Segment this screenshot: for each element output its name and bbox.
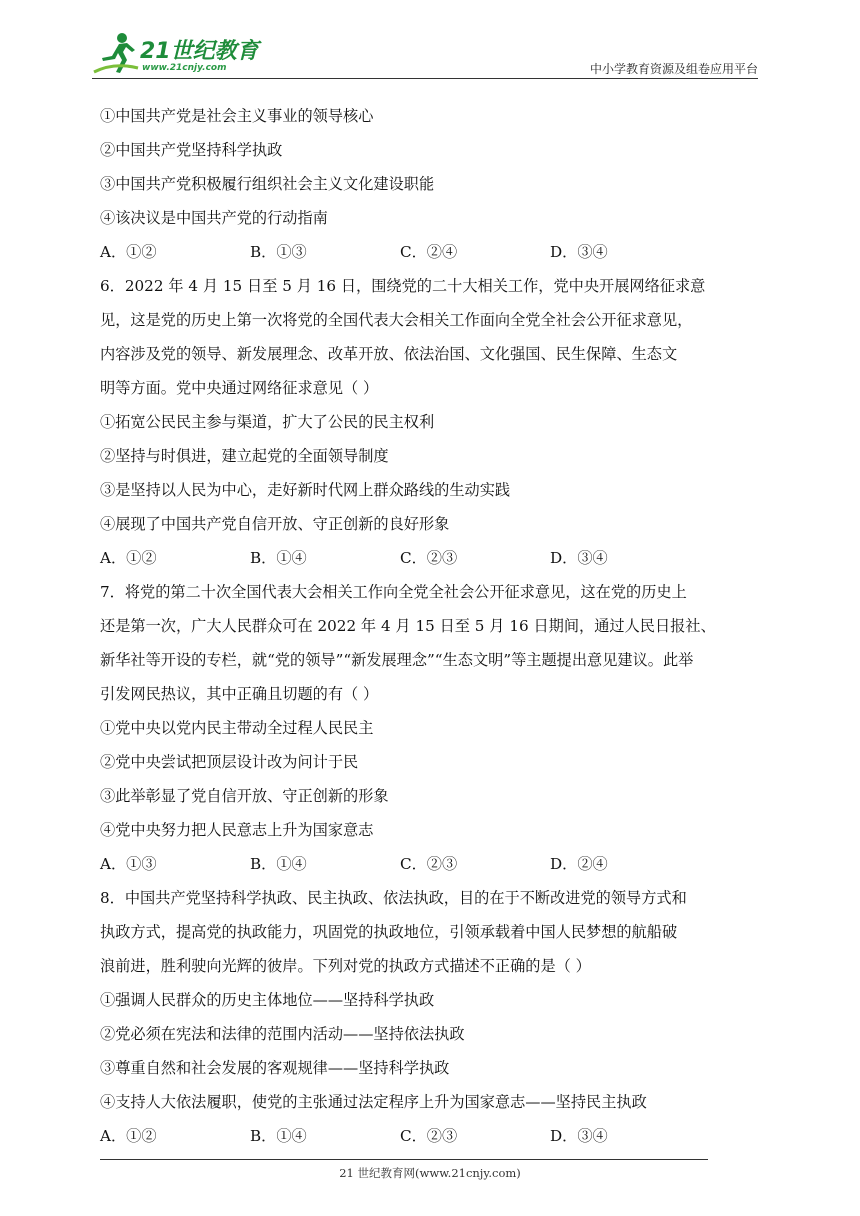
option-b: B．①④	[250, 855, 307, 873]
option-d: D．③④	[550, 549, 608, 567]
option-a: A．①②	[100, 243, 157, 261]
page-footer: 21 世纪教育网(www.21cnjy.com)	[339, 1166, 521, 1180]
statement-line: ④展现了中国共产党自信开放、守正创新的良好形象	[100, 515, 450, 533]
question-8-stem: 执政方式，提高党的执政能力，巩固党的执政地位，引领承载着中国人民梦想的航船破	[100, 923, 678, 941]
statement-line: ③此举彰显了党自信开放、守正创新的形象	[100, 787, 389, 805]
option-b: B．①③	[250, 243, 307, 261]
question-8-stem: 浪前进，胜利驶向光辉的彼岸。下列对党的执政方式描述不正确的是（ ）	[100, 957, 591, 975]
statement-line: ④该决议是中国共产党的行动指南	[100, 209, 328, 227]
logo-url: www.21cnjy.com	[142, 63, 227, 73]
question-7-stem: 新华社等开设的专栏，就“党的领导”“新发展理念”“生态文明”等主题提出意见建议。此举	[100, 651, 694, 669]
statement-line: ④支持人大依法履职，使党的主张通过法定程序上升为国家意志——坚持民主执政	[100, 1093, 647, 1111]
option-a: A．①②	[100, 1127, 157, 1145]
question-7-stem: 还是第一次，广大人民群众可在 2022 年 4 月 15 日至 5 月 16 日期间，通过人民日报社、	[100, 617, 716, 635]
statement-line: ③中国共产党积极履行组织社会主义文化建设职能	[100, 175, 435, 193]
statement-line: ②坚持与时俱进，建立起党的全面领导制度	[100, 447, 389, 465]
statement-line: ②党中央尝试把顶层设计改为问计于民	[100, 753, 359, 771]
statement-line: ①拓宽公民民主参与渠道，扩大了公民的民主权利	[100, 413, 435, 431]
option-a: A．①②	[100, 549, 157, 567]
footer-divider	[100, 1159, 708, 1160]
option-c: C．②③	[400, 1127, 458, 1145]
header-divider	[92, 78, 758, 79]
option-a: A．①③	[100, 855, 157, 873]
option-d: D．③④	[550, 1127, 608, 1145]
option-d: D．③④	[550, 243, 608, 261]
runner-logo-icon	[92, 32, 142, 76]
option-c: C．②③	[400, 855, 458, 873]
statement-line: ②中国共产党坚持科学执政	[100, 141, 283, 159]
question-6-options	[100, 541, 772, 575]
question-7-stem: 引发网民热议，其中正确且切题的有（ ）	[100, 685, 379, 703]
question-8-stem: 8．中国共产党坚持科学执政、民主执政、依法执政，目的在于不断改进党的领导方式和	[100, 889, 687, 907]
option-b: B．①④	[250, 549, 307, 567]
question-6-stem: 内容涉及党的领导、新发展理念、改革开放、依法治国、文化强国、民生保障、生态文	[100, 345, 678, 363]
statement-line: ②党必须在宪法和法律的范围内活动——坚持依法执政	[100, 1025, 465, 1043]
question-6-stem: 6．2022 年 4 月 15 日至 5 月 16 日，围绕党的二十大相关工作，党中央开展网络征求意	[100, 277, 706, 295]
platform-name: 中小学教育资源及组卷应用平台	[589, 62, 758, 76]
statement-line: ④党中央努力把人民意志上升为国家意志	[100, 821, 374, 839]
page-header	[92, 30, 758, 78]
option-d: D．②④	[550, 855, 608, 873]
question-7-stem: 7．将党的第二十次全国代表大会相关工作向全党全社会公开征求意见，这在党的历史上	[100, 583, 687, 601]
question-5-options	[100, 235, 772, 269]
question-6-stem: 见，这是党的历史上第一次将党的全国代表大会相关工作面向全党全社会公开征求意见，	[100, 311, 693, 329]
site-logo	[92, 32, 262, 76]
question-6-stem: 明等方面。党中央通过网络征求意见（ ）	[100, 379, 379, 397]
option-c: C．②③	[400, 549, 458, 567]
question-content	[100, 99, 772, 1153]
logo-text: 21世纪教育	[140, 39, 259, 64]
statement-line: ①中国共产党是社会主义事业的领导核心	[100, 107, 374, 125]
statement-line: ③尊重自然和社会发展的客观规律——坚持科学执政	[100, 1059, 450, 1077]
question-8-options	[100, 1119, 772, 1153]
statement-line: ①党中央以党内民主带动全过程人民民主	[100, 719, 374, 737]
statement-line: ①强调人民群众的历史主体地位——坚持科学执政	[100, 991, 435, 1009]
question-7-options	[100, 847, 772, 881]
statement-line: ③是坚持以人民为中心，走好新时代网上群众路线的生动实践	[100, 481, 511, 499]
option-b: B．①④	[250, 1127, 307, 1145]
option-c: C．②④	[400, 243, 458, 261]
